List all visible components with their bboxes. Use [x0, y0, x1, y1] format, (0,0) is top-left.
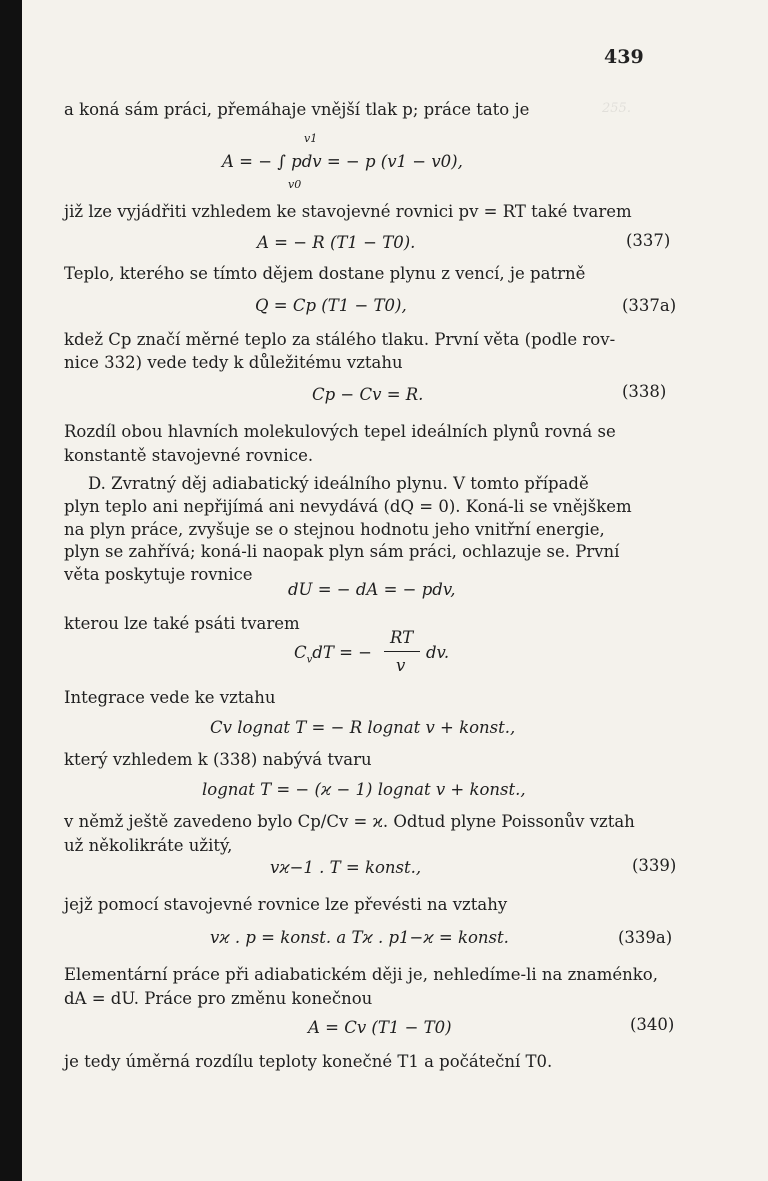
text-line: už několikráte užitý,	[64, 836, 233, 855]
text-line: Rozdíl obou hlavních molekulových tepel ideálních plynů rovná se	[64, 422, 616, 441]
text-line: nice 332) vede tedy k důležitému vztahu	[64, 353, 403, 372]
text-line: věta poskytuje rovnice	[64, 565, 253, 584]
equation-du: dU = − dA = − pdv,	[288, 580, 456, 599]
text-line: dA = dU. Práce pro změnu konečnou	[64, 989, 373, 1008]
equation-339a: vϰ . p = konst. a Tϰ . p1−ϰ = konst.	[210, 928, 509, 947]
equation-text: A = − ∫ pdv = − p (v1 − v0),	[222, 152, 463, 171]
text-line: a koná sám práci, přemáhaje vnější tlak p; práce tato je	[64, 100, 530, 119]
equation-integral	[222, 130, 542, 194]
equation-340: A = Cv (T1 − T0)	[308, 1018, 452, 1037]
text-line: Elementární práce při adiabatickém ději je, nehledíme-li na znaménko,	[64, 965, 658, 984]
equation-label-337: (337)	[626, 231, 671, 250]
equation-337a: Q = Cp (T1 − T0),	[255, 296, 407, 315]
equation-label-337a: (337a)	[622, 296, 677, 315]
equation-339: vϰ−1 . T = konst.,	[270, 858, 422, 877]
fraction-denominator: v	[396, 656, 406, 675]
text-line: kdež Cp značí měrné teplo za stálého tlaku. První věta (podle rov-	[64, 330, 616, 349]
equation-cvdt	[294, 628, 494, 680]
equation-337: A = − R (T1 − T0).	[257, 233, 416, 252]
text-line: Integrace vede ke vztahu	[64, 688, 276, 707]
equation-label-339: (339)	[632, 856, 677, 875]
text-line: který vzhledem k (338) nabývá tvaru	[64, 750, 372, 769]
text-line: na plyn práce, zvyšuje se o stejnou hodnotu jeho vnitřní energie,	[64, 520, 605, 539]
equation-rhs: dv.	[426, 643, 450, 662]
equation-338: Cp − Cv = R.	[312, 385, 424, 404]
equation-lognat-kappa: lognat T = − (ϰ − 1) lognat v + konst.,	[202, 780, 526, 799]
equation-label-339a: (339a)	[618, 928, 673, 947]
text-line: plyn teplo ani nepřijímá ani nevydává (dQ = 0). Koná-li se vnějškem	[64, 497, 632, 516]
equation-label-338: (338)	[622, 382, 667, 401]
equation-lhs: $C_vdT$ = −	[294, 643, 372, 666]
text-line: konstantě stavojevné rovnice.	[64, 446, 314, 465]
fraction-numerator: RT	[390, 628, 414, 647]
text-line: v němž ještě zavedeno bylo Cp/Cv = ϰ. Odtud plyne Poissonův vztah	[64, 812, 635, 831]
integral-upper-limit: v1	[304, 132, 318, 145]
text-line: je tedy úměrná rozdílu teploty konečné T1 a počáteční T0.	[64, 1052, 553, 1071]
equation-lognat-cv: Cv lognat T = − R lognat v + konst.,	[210, 718, 516, 737]
bleed-through: 255.	[602, 101, 631, 116]
text-line: plyn se zahřívá; koná-li naopak plyn sám práci, ochlazuje se. První	[64, 542, 620, 561]
text-line: již lze vyjádřiti vzhledem ke stavojevné rovnici pv = RT také tvarem	[64, 202, 632, 221]
equation-label-340: (340)	[630, 1015, 675, 1034]
text-line: D. Zvratný děj adiabatický ideálního plynu. V tomto případě	[88, 474, 589, 493]
text-line: Teplo, kterého se tímto dějem dostane plynu z vencí, je patrně	[64, 264, 586, 283]
text-line: jejž pomocí stavojevné rovnice lze převésti na vztahy	[64, 895, 508, 914]
fraction-bar	[384, 651, 420, 652]
page-number: 439	[604, 46, 644, 68]
integral-lower-limit: v0	[288, 178, 302, 191]
text-line: kterou lze také psáti tvarem	[64, 614, 300, 633]
